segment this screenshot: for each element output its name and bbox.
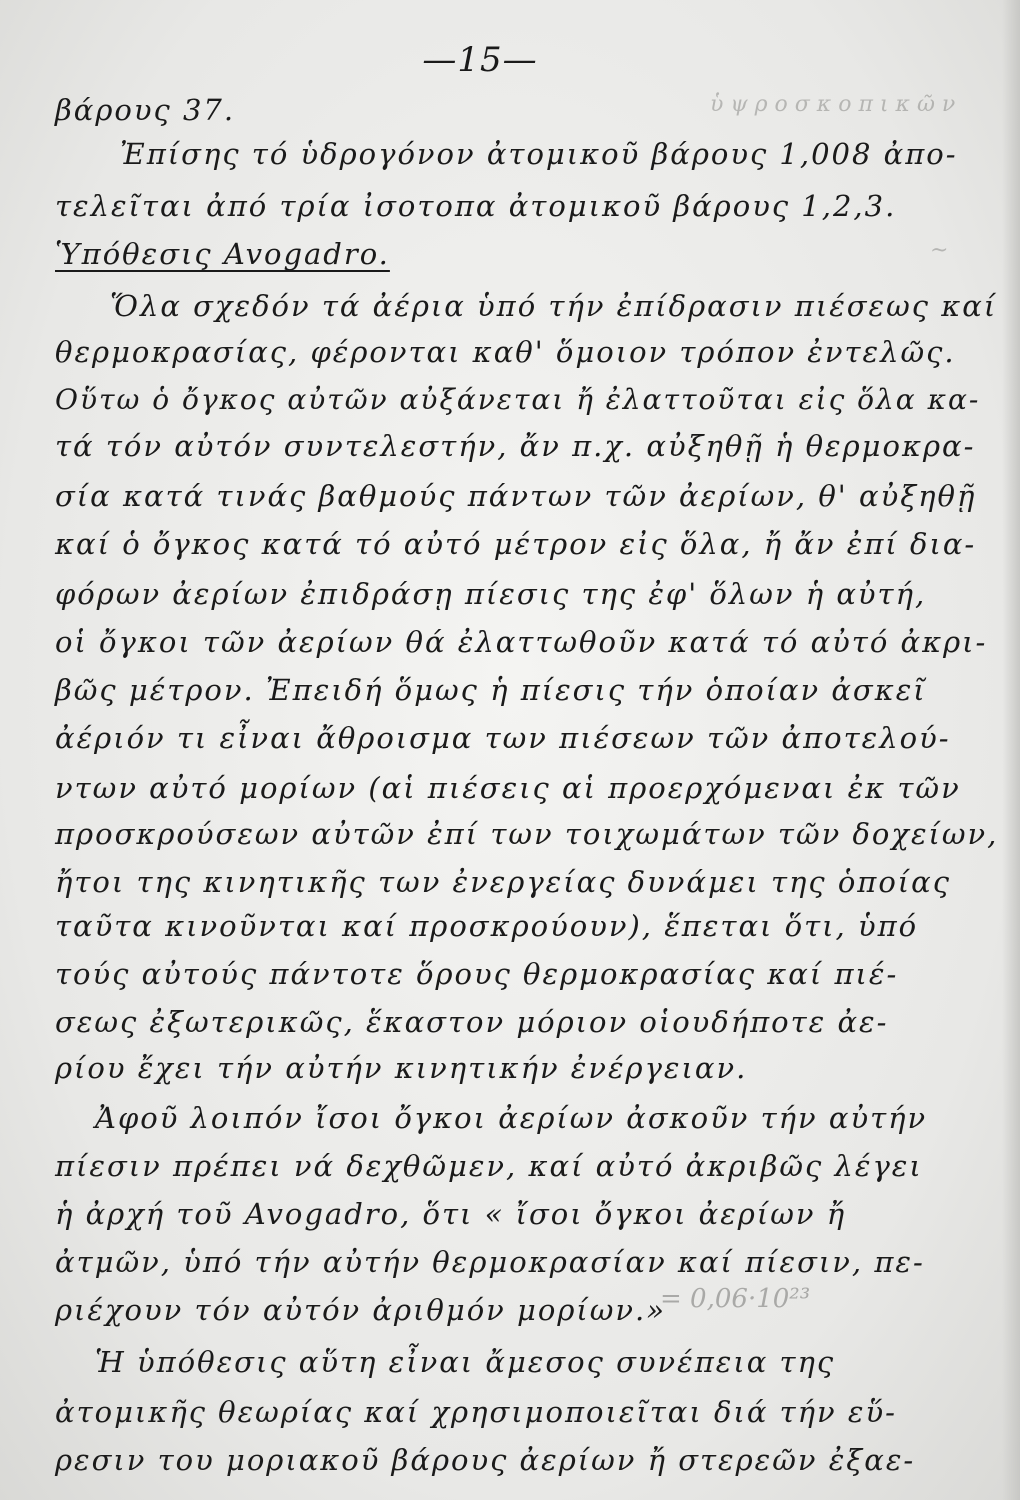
- text-line: βάρους 37.: [55, 93, 236, 127]
- faint-pencil-note: = 0,06·10²³: [660, 1284, 811, 1314]
- text-line: τελεῖται ἀπό τρία ἰσοτοπα ἀτομικοῦ βάρους 1,2,3.: [55, 189, 897, 223]
- text-line: Ἀφοῦ λοιπόν ἴσοι ὄγκοι ἀερίων ἀσκοῦν τήν αὐτήν: [95, 1101, 928, 1135]
- text-line: φόρων ἀερίων ἐπιδράσῃ πίεσις της ἐφ' ὅλων ἡ αὐτή,: [55, 577, 927, 611]
- text-line: καί ὁ ὄγκος κατά τό αὐτό μέτρον εἰς ὅλα, ἤ ἄν ἐπί δια-: [55, 527, 977, 561]
- text-line: ἀτομικῆς θεωρίας καί χρησιμοποιεῖται διά τήν εὕ-: [55, 1395, 897, 1429]
- bleed-through-text: ὑ ψ ρ ο σ κ ο π ι κ ῶ ν: [710, 92, 956, 117]
- text-line: σία κατά τινάς βαθμούς πάντων τῶν ἀερίων, θ' αὐξηθῇ: [55, 479, 977, 513]
- text-line: τά τόν αὐτόν συντελεστήν, ἄν π.χ. αὐξηθῇ ἡ θερμοκρα-: [55, 429, 976, 463]
- text-line: ταῦτα κινοῦνται καί προσκρούουν), ἕπεται ὅτι, ὑπό: [55, 909, 919, 943]
- text-line: ριέχουν τόν αὐτόν ἀριθμόν μορίων.»: [55, 1293, 666, 1327]
- text-line: Οὕτω ὁ ὄγκος αὐτῶν αὐξάνεται ἤ ἐλαττοῦται εἰς ὅλα κα-: [55, 383, 981, 416]
- text-line: Ἡ ὑπόθεσις αὕτη εἶναι ἄμεσος συνέπεια της: [95, 1345, 836, 1379]
- text-line: πίεσιν πρέπει νά δεχθῶμεν, καί αὐτό ἀκριβῶς λέγει: [55, 1149, 923, 1183]
- bleed-through-text: ~: [930, 238, 949, 263]
- text-line: Ὅλα σχεδόν τά ἀέρια ὑπό τήν ἐπίδρασιν πιέσεως καί: [110, 289, 998, 323]
- text-line: ρίου ἔχει τήν αὐτήν κινητικήν ἐνέργειαν.: [55, 1051, 748, 1085]
- text-line: βῶς μέτρον. Ἐπειδή ὅμως ἡ πίεσις τήν ὁποίαν ἀσκεῖ: [55, 673, 927, 707]
- text-line: ἀέριόν τι εἶναι ἄθροισμα των πιέσεων τῶν ἀποτελού-: [55, 721, 951, 755]
- text-line: προσκρούσεων αὐτῶν ἐπί των τοιχωμάτων τῶν δοχείων,: [55, 817, 999, 851]
- text-line: θερμοκρασίας, φέρονται καθ' ὅμοιον τρόπον ἐντελῶς.: [55, 335, 956, 369]
- text-line: ρεσιν του μοριακοῦ βάρους ἀερίων ἤ στερεῶν ἐξαε-: [55, 1443, 916, 1477]
- text-line: σεως ἐξωτερικῶς, ἕκαστον μόριον οἱουδήποτε ἀε-: [55, 1005, 889, 1039]
- section-heading: Ὑπόθεσις Avogadro.: [55, 237, 390, 271]
- page-number: —15—: [422, 40, 538, 80]
- text-line: ἤτοι της κινητικῆς των ἐνεργείας δυνάμει της ὁποίας: [55, 865, 952, 899]
- text-line: ντων αὐτό μορίων (αἱ πιέσεις αἱ προερχόμεναι ἐκ τῶν: [55, 771, 961, 805]
- text-line: ἡ ἀρχή τοῦ Avogadro, ὅτι « ἴσοι ὄγκοι ἀερίων ἤ: [55, 1197, 847, 1231]
- text-line: ἀτμῶν, ὑπό τήν αὐτήν θερμοκρασίαν καί πίεσιν, πε-: [55, 1245, 925, 1279]
- text-line: τούς αὐτούς πάντοτε ὅρους θερμοκρασίας καί πιέ-: [55, 957, 899, 991]
- text-line: Ἐπίσης τό ὑδρογόνον ἀτομικοῦ βάρους 1,008 ἀπο-: [120, 137, 958, 171]
- text-line: οἱ ὄγκοι τῶν ἀερίων θά ἐλαττωθοῦν κατά τό αὐτό ἀκρι-: [55, 625, 988, 659]
